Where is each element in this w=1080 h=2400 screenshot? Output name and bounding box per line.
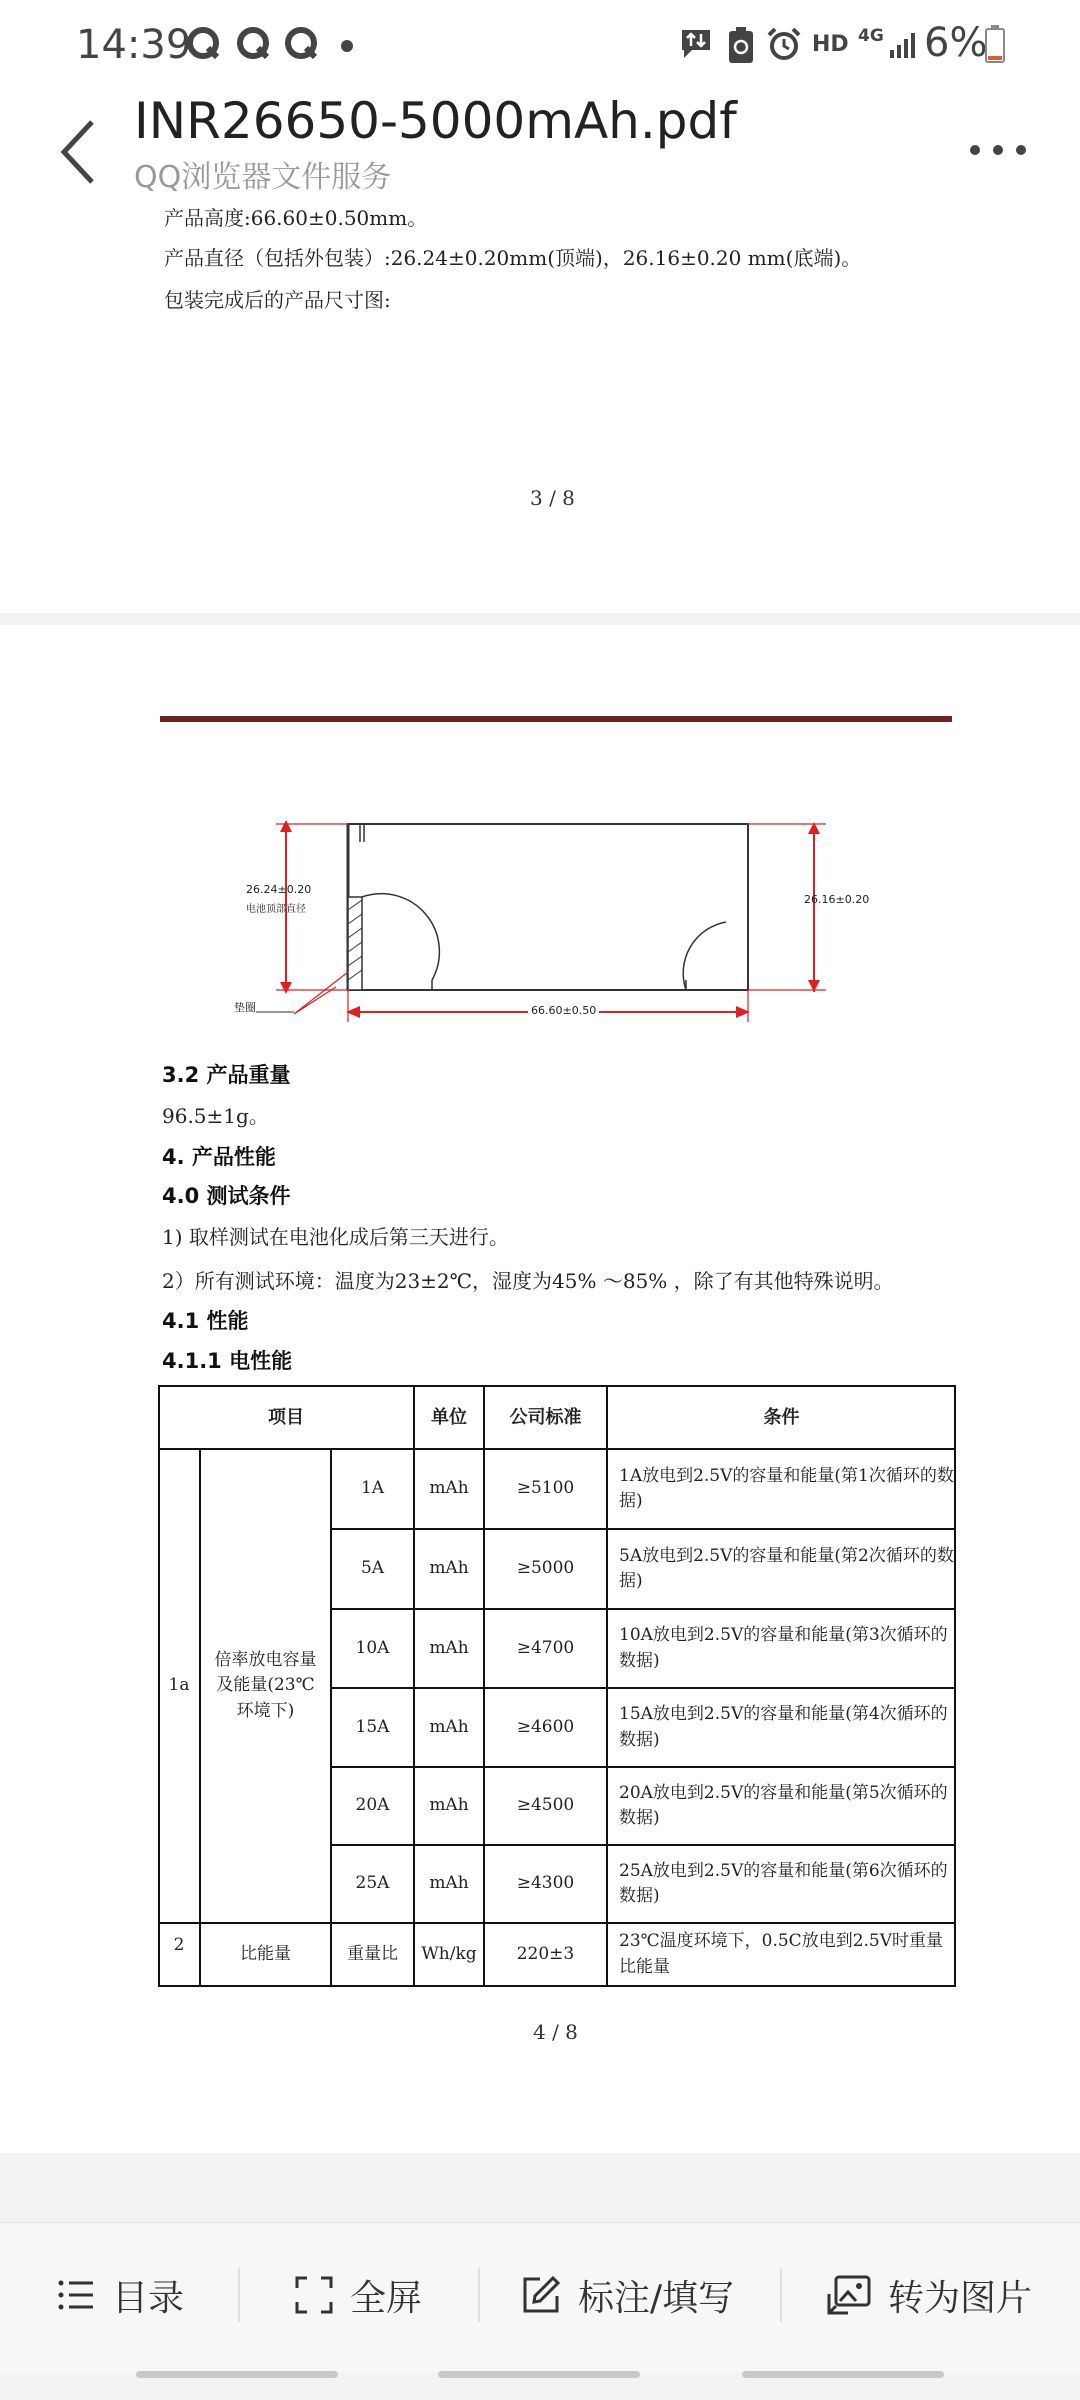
table-cell: mAh bbox=[429, 1873, 469, 1894]
table-header: 单位 bbox=[431, 1406, 467, 1428]
diagram-left-dim: 26.24±0.20 bbox=[246, 883, 312, 896]
fullscreen-label: 全屏 bbox=[350, 2277, 423, 2319]
table-cell: ≥5100 bbox=[516, 1478, 575, 1499]
table-cell: ≥4700 bbox=[516, 1637, 575, 1658]
table-cell: 5A bbox=[360, 1558, 385, 1579]
table-cell: 10A放电到2.5V的容量和能量(第3次循环的数据) bbox=[619, 1625, 948, 1671]
more-options-icon[interactable] bbox=[960, 120, 1040, 180]
toolbar-divider bbox=[478, 2268, 480, 2322]
data-transfer-icon bbox=[678, 26, 714, 62]
diagram-corner-label: 垫圈 bbox=[234, 1001, 256, 1014]
battery-percent: 6% bbox=[924, 20, 988, 66]
section-heading: 4.1 性能 bbox=[162, 1309, 249, 1333]
section-body: 2）所有测试环境：温度为23±2℃，湿度为45% ～85% ，除了有其他特殊说明。 bbox=[162, 1269, 894, 1293]
table-cell: Wh/kg bbox=[421, 1943, 477, 1964]
notification-dot bbox=[341, 40, 353, 52]
table-cell: 20A放电到2.5V的容量和能量(第5次循环的数据) bbox=[619, 1782, 948, 1828]
table-cell: 25A放电到2.5V的容量和能量(第6次循环的数据) bbox=[619, 1860, 948, 1906]
page-number: 3 / 8 bbox=[530, 486, 575, 510]
app-bar bbox=[0, 90, 1080, 209]
performance-table bbox=[158, 1385, 956, 1987]
alarm-icon bbox=[766, 26, 802, 62]
diagram-left-label: 电池顶部直径 bbox=[246, 904, 306, 915]
table-cell: 23℃温度环境下，0.5C放电到2.5V时重量比能量 bbox=[619, 1931, 944, 1977]
table-cell: 15A放电到2.5V的容量和能量(第4次循环的数据) bbox=[619, 1704, 948, 1750]
table-cell: 25A bbox=[355, 1873, 390, 1894]
row-id: 1a bbox=[168, 1675, 190, 1696]
annotate-button[interactable] bbox=[520, 2265, 734, 2325]
table-header: 公司标准 bbox=[509, 1406, 582, 1428]
section-body: 1) 取样测试在电池化成后第三天进行。 bbox=[162, 1225, 509, 1249]
fullscreen-icon bbox=[294, 2275, 334, 2315]
toc-button[interactable] bbox=[56, 2265, 184, 2325]
nav-gesture-bar[interactable] bbox=[742, 2371, 944, 2378]
table-cell: mAh bbox=[429, 1716, 469, 1737]
table-cell: 5A放电到2.5V的容量和能量(第2次循环的数据) bbox=[619, 1545, 954, 1591]
bottom-toolbar bbox=[0, 2222, 1080, 2373]
table-cell: mAh bbox=[429, 1795, 469, 1816]
section-body: 96.5±1g。 bbox=[162, 1104, 269, 1128]
image-convert-icon bbox=[826, 2274, 872, 2316]
table-cell: ≥4300 bbox=[516, 1873, 575, 1894]
section-heading: 3.2 产品重量 bbox=[162, 1063, 291, 1087]
table-cell: 220±3 bbox=[516, 1943, 575, 1964]
table-cell: 10A bbox=[355, 1637, 390, 1658]
battery-icon bbox=[984, 24, 1006, 64]
fullscreen-button[interactable] bbox=[294, 2265, 422, 2325]
toolbar-divider bbox=[780, 2268, 782, 2322]
signal-icon bbox=[888, 30, 918, 60]
battery-saver-icon bbox=[726, 26, 756, 64]
table-cell: ≥5000 bbox=[516, 1558, 575, 1579]
diagram-right-dim: 26.16±0.20 bbox=[804, 893, 870, 906]
network-type: HD bbox=[812, 32, 849, 57]
toc-label: 目录 bbox=[112, 2277, 185, 2319]
page-text-line: 包装完成后的产品尺寸图: bbox=[164, 288, 391, 312]
toolbar-divider bbox=[238, 2268, 240, 2322]
edit-icon bbox=[520, 2274, 562, 2316]
qq-icon bbox=[284, 26, 318, 60]
document-source: QQ浏览器文件服务 bbox=[134, 160, 392, 195]
table-cell: mAh bbox=[429, 1558, 469, 1579]
table-cell: 15A bbox=[355, 1716, 390, 1737]
section-heading: 4. 产品性能 bbox=[162, 1145, 276, 1169]
diagram-bottom-dim: 66.60±0.50 bbox=[528, 1004, 599, 1017]
page-header-rule bbox=[160, 716, 952, 722]
table-cell: 1A放电到2.5V的容量和能量(第1次循环的数据) bbox=[619, 1465, 954, 1511]
clock: 14:39 bbox=[76, 22, 192, 68]
row-item: 倍率放电容量及能量(23℃环境下) bbox=[214, 1649, 317, 1721]
section-heading: 4.1.1 电性能 bbox=[162, 1349, 293, 1373]
table-header: 条件 bbox=[763, 1406, 800, 1428]
convert-to-image-button[interactable] bbox=[826, 2265, 1032, 2325]
table-cell: 重量比 bbox=[347, 1943, 398, 1964]
nav-gesture-bar[interactable] bbox=[438, 2371, 640, 2378]
signal-type: 4G bbox=[858, 26, 884, 46]
section-heading: 4.0 测试条件 bbox=[162, 1184, 291, 1208]
table-cell: 比能量 bbox=[240, 1943, 291, 1964]
table-cell: mAh bbox=[429, 1478, 469, 1499]
table-cell: 1A bbox=[360, 1478, 385, 1499]
table-cell: 20A bbox=[355, 1795, 390, 1816]
page-text-line: 产品直径（包括外包装）:26.24±0.20mm(顶端)，26.16±0.20 mm(底端)。 bbox=[164, 246, 862, 270]
convert-to-image-label: 转为图片 bbox=[888, 2277, 1033, 2319]
page-number: 4 / 8 bbox=[533, 2020, 578, 2044]
table-header: 项目 bbox=[268, 1406, 304, 1428]
annotate-label: 标注/填写 bbox=[578, 2277, 735, 2319]
battery-dimension-diagram bbox=[236, 812, 866, 1032]
table-cell: ≥4600 bbox=[516, 1716, 575, 1737]
qq-icon bbox=[236, 26, 270, 60]
table-cell: ≥4500 bbox=[516, 1795, 575, 1816]
status-bar bbox=[0, 0, 1080, 90]
list-icon bbox=[56, 2275, 96, 2315]
document-title: INR26650-5000mAh.pdf bbox=[134, 92, 737, 150]
row-id: 2 bbox=[173, 1935, 185, 1955]
page-text-line: 产品高度:66.60±0.50mm。 bbox=[164, 206, 428, 230]
table-cell: mAh bbox=[429, 1637, 469, 1658]
pdf-page-3 bbox=[0, 208, 1080, 613]
back-button[interactable] bbox=[52, 112, 112, 192]
nav-gesture-bar[interactable] bbox=[136, 2371, 338, 2378]
qq-icon bbox=[186, 26, 220, 60]
